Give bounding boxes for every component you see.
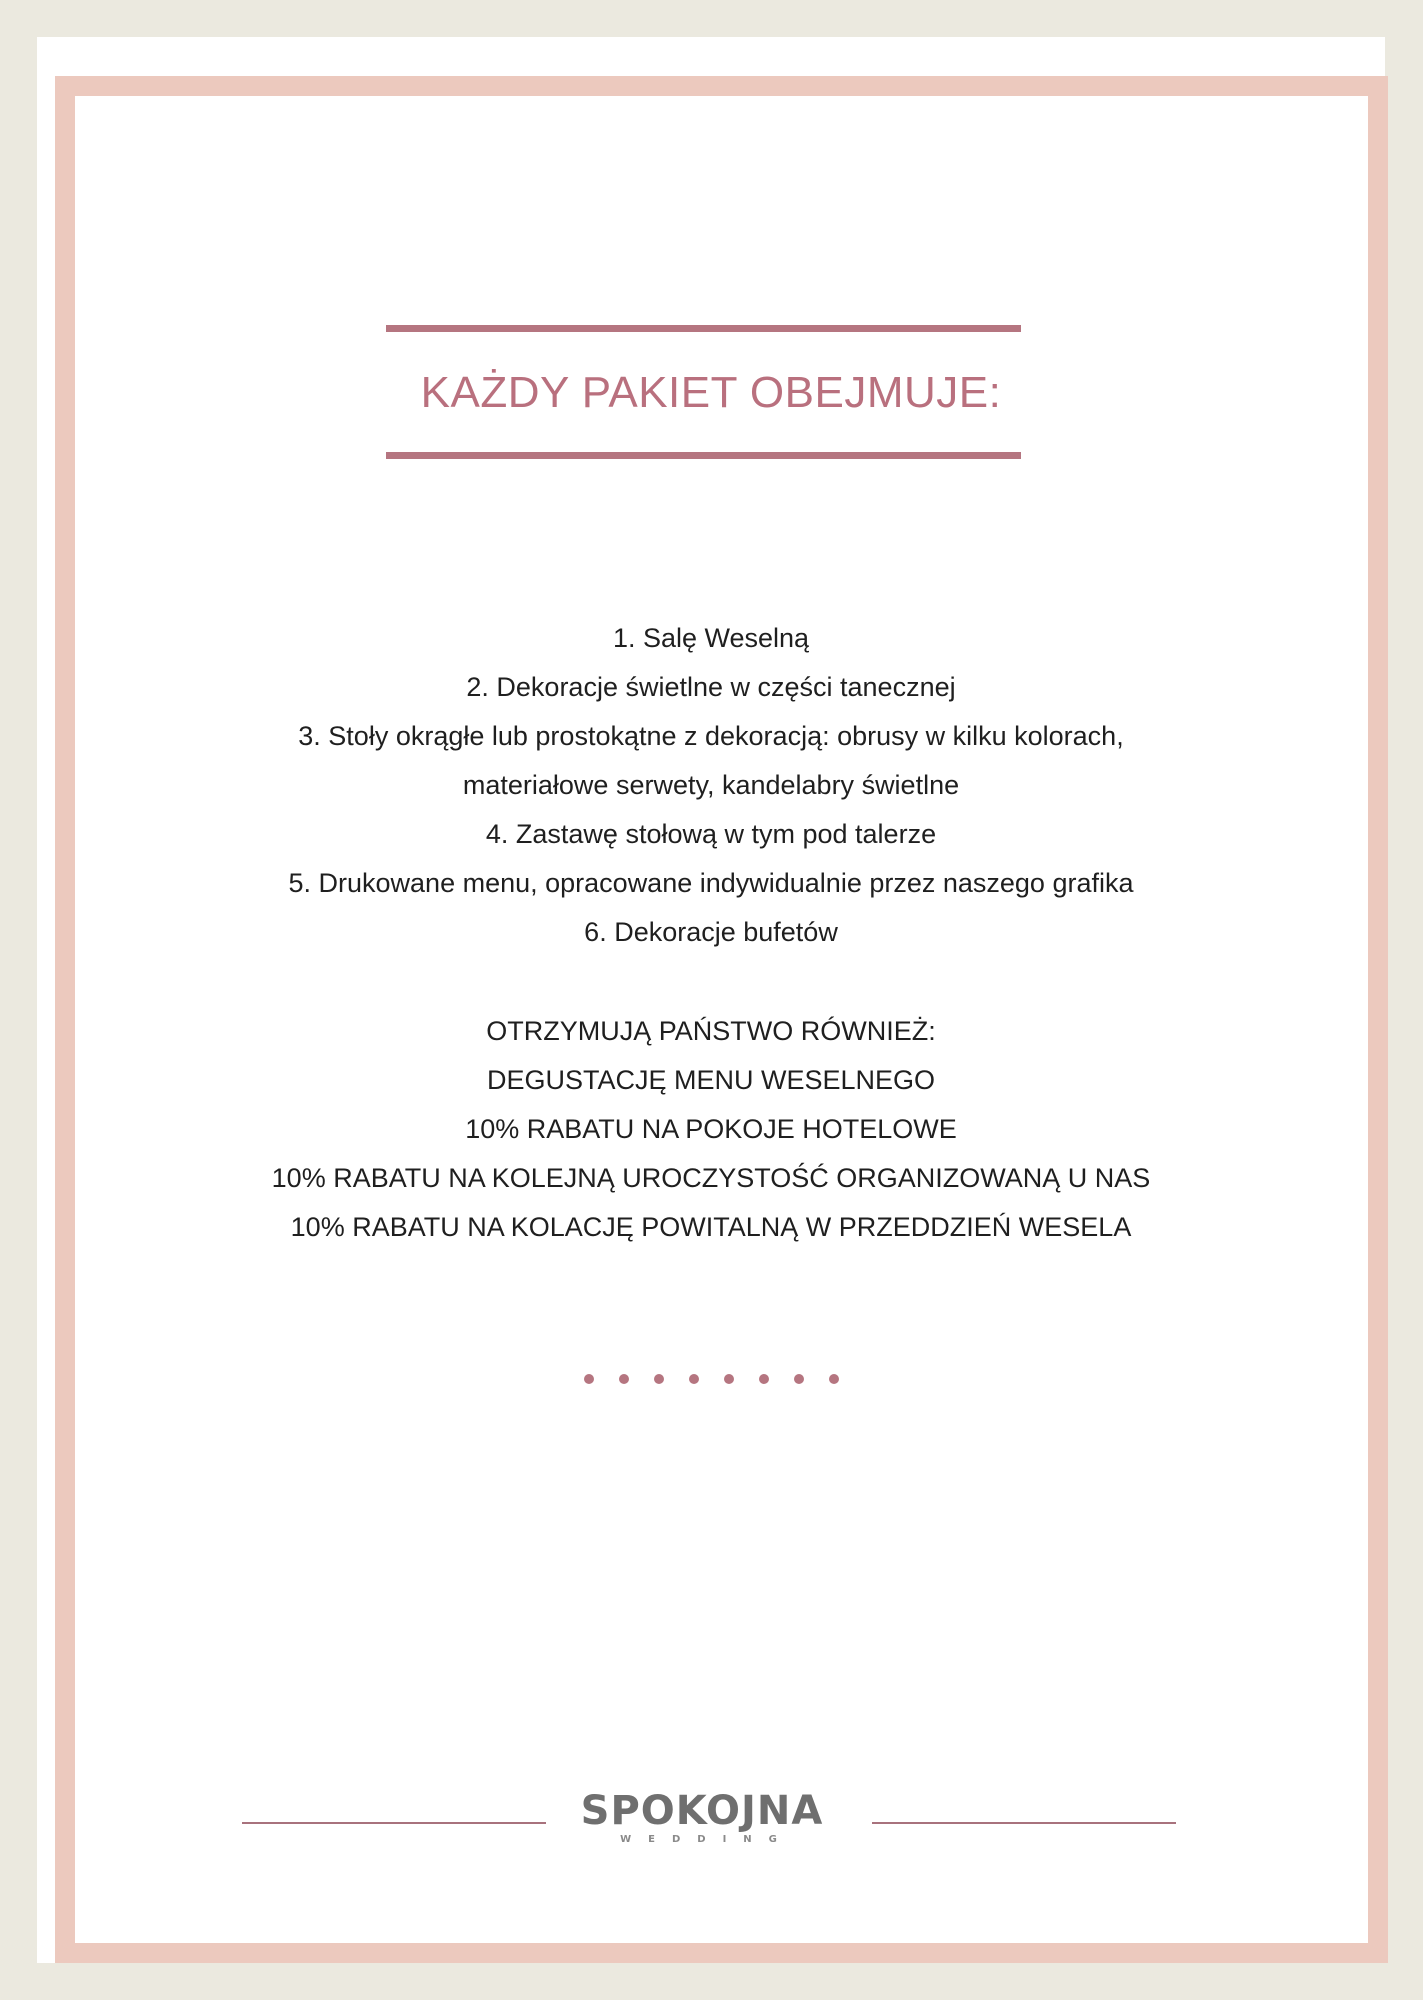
extras-heading: OTRZYMUJĄ PAŃSTWO RÓWNIEŻ:: [486, 1016, 936, 1046]
extras-item: DEGUSTACJĘ MENU WESELNEGO: [486, 1065, 936, 1095]
dot: [724, 1374, 734, 1384]
list-item: 4. Zastawę stołową w tym pod talerze: [485, 819, 937, 849]
list-item: 6. Dekoracje bufetów: [584, 917, 838, 947]
list-item: 1. Salę Weselną: [612, 623, 810, 653]
extras-section: [37, 1007, 1385, 1252]
extras-item: 10% RABATU NA KOLEJNĄ UROCZYSTOŚĆ ORGANIZOWANĄ U NAS: [271, 1163, 1151, 1193]
logo-wordmark: SPOKOJNA: [580, 1788, 824, 1834]
extras-item: 10% RABATU NA POKOJE HOTELOWE: [465, 1114, 957, 1144]
dot: [619, 1374, 629, 1384]
list-item: 3. Stoły okrągłe lub prostokątne z dekoracją: obrusy w kilku kolorach,: [298, 721, 1124, 751]
dot: [829, 1374, 839, 1384]
dot: [584, 1374, 594, 1384]
dot-divider: [37, 1374, 1385, 1384]
footer-rule-left: [242, 1822, 546, 1824]
page-title: KAŻDY PAKIET OBEJMUJE:: [420, 368, 1002, 417]
package-items-list: [37, 614, 1385, 957]
dot: [654, 1374, 664, 1384]
footer-rule-right: [872, 1822, 1176, 1824]
title-rule-top: [386, 325, 1021, 332]
list-item: materiałowe serwety, kandelabry świetlne: [462, 770, 960, 800]
dot: [794, 1374, 804, 1384]
document-page: [37, 37, 1385, 1963]
title-rule-bottom: [386, 452, 1021, 459]
dot: [759, 1374, 769, 1384]
list-item: 2. Dekoracje świetlne w części tanecznej: [466, 672, 956, 702]
logo-subtitle: WEDDING: [620, 1834, 794, 1845]
brand-logo: [577, 1789, 827, 1847]
list-item: 5. Drukowane menu, opracowane indywidualnie przez naszego grafika: [288, 868, 1134, 898]
extras-item: 10% RABATU NA KOLACJĘ POWITALNĄ W PRZEDDZIEŃ WESELA: [290, 1212, 1132, 1242]
dot: [689, 1374, 699, 1384]
